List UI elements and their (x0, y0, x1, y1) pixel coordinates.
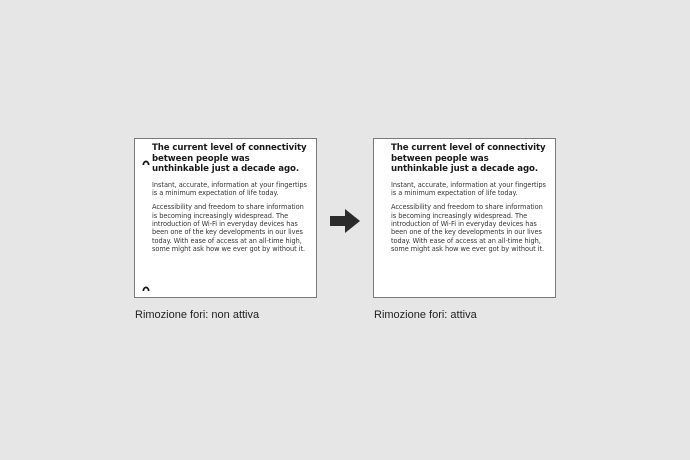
document-title: The current level of connectivity between people was unthinkable just a decade ago. (152, 143, 307, 175)
document-title: The current level of connectivity between people was unthinkable just a decade ago. (391, 143, 546, 175)
document-before (134, 138, 317, 298)
document-paragraph: Instant, accurate, information at your fingertips is a minimum expectation of life today. (152, 180, 307, 198)
document-after (373, 138, 556, 298)
document-paragraph: Accessibility and freedom to share information is becoming increasingly widespread. The introduction of Wi-Fi in everyday devices has been one of the key developments in our lives today. With ease of access at an all-time high, some might ask how we ever got by without it. (391, 203, 545, 253)
caption-before: Rimozione fori: non attiva (135, 309, 260, 321)
punch-hole-mark-icon (142, 285, 150, 291)
right-arrow-icon (330, 209, 360, 233)
punch-hole-mark-icon (142, 159, 150, 165)
document-paragraph: Instant, accurate, information at your fingertips is a minimum expectation of life today. (391, 180, 546, 198)
document-paragraph: Accessibility and freedom to share information is becoming increasingly widespread. The introduction of Wi-Fi in everyday devices has been one of the key developments in our lives today. With ease of access at an all-time high, some might ask how we ever got by without it. (152, 203, 306, 253)
caption-after: Rimozione fori: attiva (374, 309, 477, 321)
